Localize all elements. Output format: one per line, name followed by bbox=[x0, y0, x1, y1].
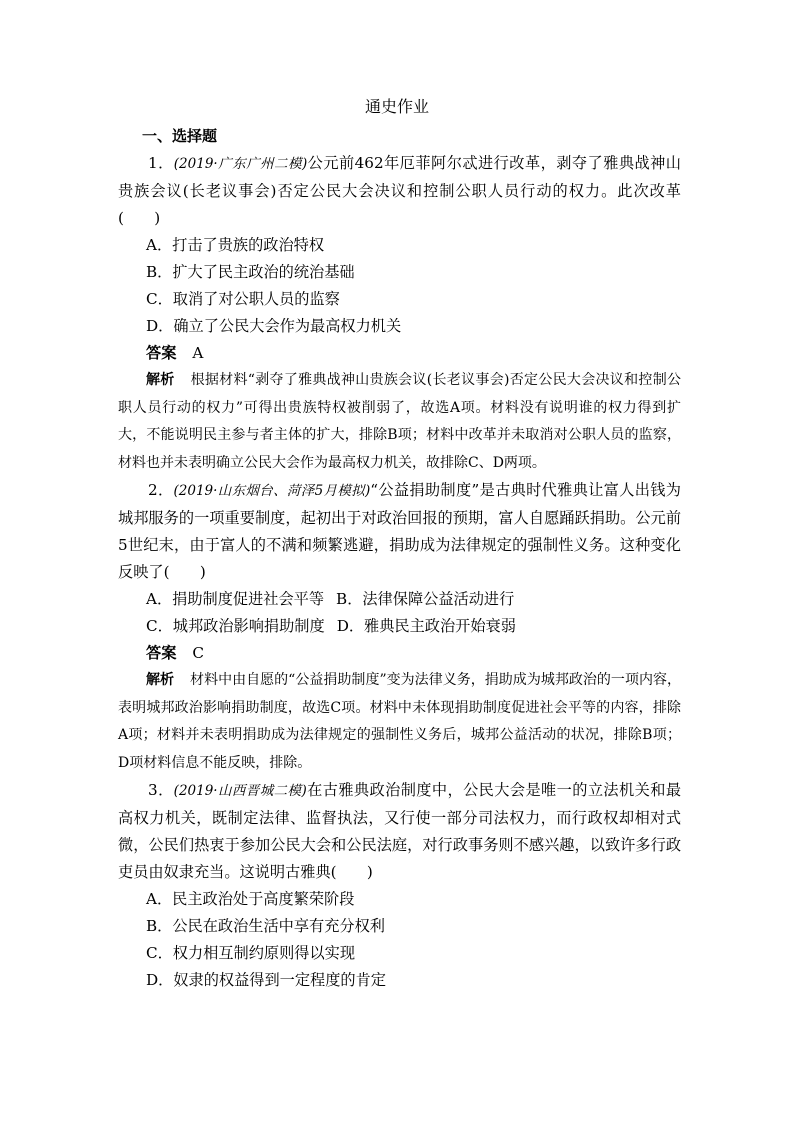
question-stem bbox=[118, 477, 681, 586]
question-number: 3． bbox=[148, 781, 174, 799]
answer-value: A bbox=[192, 344, 204, 362]
section-heading: 一、选择题 bbox=[142, 127, 218, 145]
analysis-text: 根据材料“剥夺了雅典战神山贵族会议(长老议事会)否定公民大会决议和控制公职人员行动的权力”可得出贵族特权被削弱了，故选A项。材料没有说明谁的权力得到扩大，不能说明民主参与者主体的扩大，排除B项；材料中改革并未取消对公职人员的监察，材料也并未表明确立公民大会作为最高权力机关，故排除C、D两项。 bbox=[118, 372, 681, 471]
option-c[interactable]: C．取消了对公职人员的监察 bbox=[146, 290, 340, 308]
question-1 bbox=[118, 150, 681, 477]
option-d[interactable]: D．雅典民主政治开始衰弱 bbox=[336, 617, 516, 635]
option-b[interactable]: B．扩大了民主政治的统治基础 bbox=[146, 263, 355, 281]
question-number: 1． bbox=[148, 154, 174, 172]
analysis-paragraph bbox=[118, 667, 681, 777]
analysis-label: 解析 bbox=[146, 672, 175, 688]
question-text: 在古雅典政治制度中，公民大会是唯一的立法机关和最高权力机关，既制定法律、监督执法，又行使一部分司法权力，而行政权却相对式微，公民们热衷于参加公民大会和公民法庭，对行政事务则不感兴趣，以致许多行政吏员由奴隶充当。这说明古雅典( ) bbox=[118, 781, 682, 881]
option-c[interactable]: C．权力相互制约原则得以实现 bbox=[146, 944, 356, 962]
document-body bbox=[118, 123, 681, 994]
option-row bbox=[118, 586, 681, 613]
analysis-text: 材料中由自愿的“公益捐助制度”变为法律义务，捐助成为城邦政治的一项内容，表明城邦政治影响捐助制度，故选C项。材料中未体现捐助制度促进社会平等的内容，排除A项；材料并未表明捐助成为法律规定的强制性义务后，城邦公益活动的状况，排除B项；D项材料信息不能反映，排除。 bbox=[118, 672, 682, 771]
question-text: “公益捐助制度”是古典时代雅典让富人出钱为城邦服务的一项重要制度，起初出于对政治回报的预期，富人自愿踊跃捐助。公元前5世纪末，由于富人的不满和频繁逃避，捐助成为法律规定的强制性义务。这种变化反映了( ) bbox=[118, 481, 681, 581]
question-2 bbox=[118, 477, 681, 777]
option-a[interactable]: A．捐助制度促进社会平等 bbox=[146, 590, 325, 608]
answer-label: 答案 bbox=[146, 344, 177, 362]
page-title: 通史作业 bbox=[364, 97, 429, 116]
option-c[interactable]: C．城邦政治影响捐助制度 bbox=[146, 617, 325, 635]
option-a[interactable]: A．民主政治处于高度繁荣阶段 bbox=[146, 890, 355, 908]
question-stem bbox=[118, 150, 681, 232]
question-source: (2019·山西晋城二模) bbox=[173, 783, 307, 799]
option-d[interactable]: D．确立了公民大会作为最高权力机关 bbox=[146, 317, 402, 335]
question-source: (2019·山东烟台、菏泽5月模拟) bbox=[173, 483, 371, 499]
question-source: (2019·广东广州二模) bbox=[173, 156, 308, 172]
answer-value: C bbox=[192, 644, 204, 662]
option-row bbox=[118, 613, 681, 640]
question-text: 公元前462年厄菲阿尔忒进行改革，剥夺了雅典战神山贵族会议(长老议事会)否定公民大会决议和控制公职人员行动的权力。此次改革( ) bbox=[118, 154, 681, 227]
question-3 bbox=[118, 777, 681, 994]
option-b[interactable]: B．法律保障公益活动进行 bbox=[336, 590, 515, 608]
question-number: 2． bbox=[148, 481, 174, 499]
answer-line bbox=[118, 640, 681, 667]
analysis-label: 解析 bbox=[146, 372, 175, 388]
option-a[interactable]: A．打击了贵族的政治特权 bbox=[146, 236, 325, 254]
analysis-paragraph bbox=[118, 367, 681, 477]
option-d[interactable]: D．奴隶的权益得到一定程度的肯定 bbox=[146, 971, 386, 989]
answer-label: 答案 bbox=[146, 644, 177, 662]
option-b[interactable]: B．公民在政治生活中享有充分权利 bbox=[146, 917, 385, 935]
question-stem bbox=[118, 777, 681, 886]
answer-line bbox=[118, 340, 681, 367]
